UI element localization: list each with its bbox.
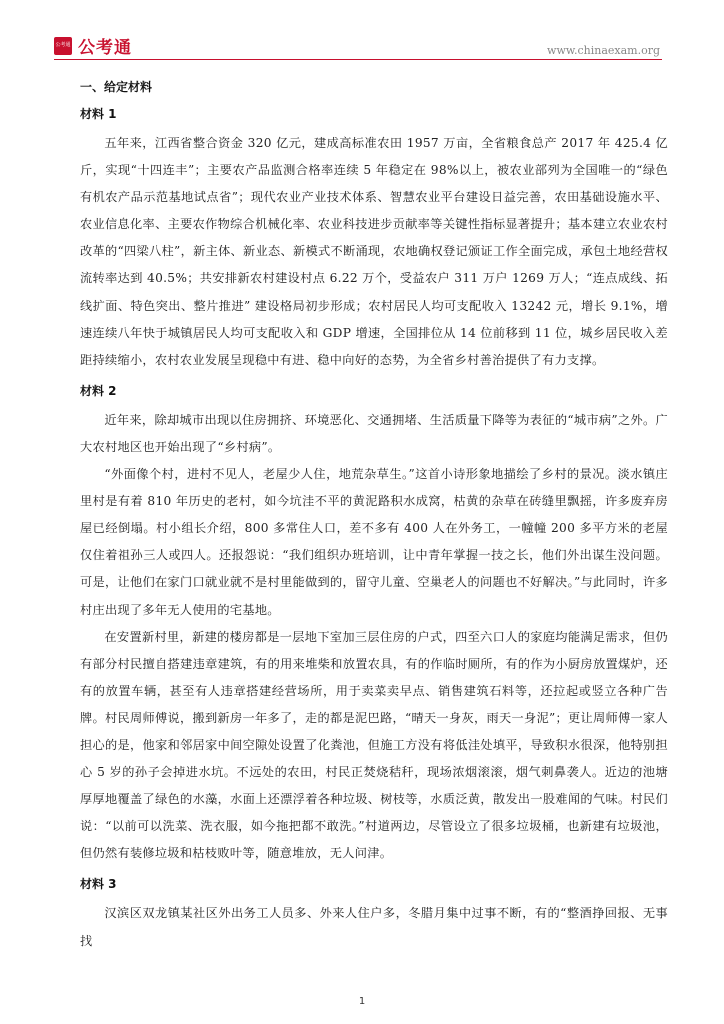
section-title: 一、给定材料 xyxy=(80,80,153,94)
header-divider xyxy=(54,59,662,60)
document-body xyxy=(80,76,668,955)
logo-mark-icon: 公考通 xyxy=(54,37,72,55)
material-1-paragraph-1: 五年来，江西省整合资金 320 亿元，建成高标准农田 1957 万亩，全省粮食总产 2017 年 425.4 亿斤，实现“十四连丰”；主要农产品监测合格率连续 5 年稳定在 98%以上，被农业部列为全国唯一的“绿色有机农产品示范基地试点省”；现代农业产业技术体系、智慧农业平台建设日益完善，农田基础设施水平、农业信息化率、主要农作物综合机械化率、农业科技进步贡献率等关键性指标显著提升；基本建立农业农村改革的“四梁八柱”，新主体、新业态、新模式不断涌现，农地确权登记颁证工作全面完成，承包土地经营权流转率达到 40.5%；共安排新农村建设村点 6.22 万个，受益农户 311 万户 1269 万人；“连点成线、拓线扩面、特色突出、整片推进” 建设格局初步形成；农村居民人均可支配收入 13242 元，增长 9.1%，增速连续八年快于城镇居民人均可支配收入和 GDP 增速，全国排位从 14 位前移到 11 位，城乡居民收入差距持续缩小，农村农业发展呈现稳中有进、稳中向好的态势，为全省乡村善治提供了有力支撑。 xyxy=(80,136,668,367)
material-2-title: 材料 2 xyxy=(80,383,117,398)
site-url[interactable]: www.chinaexam.org xyxy=(547,44,660,57)
material-1-title: 材料 1 xyxy=(80,107,117,121)
page-number: 1 xyxy=(358,996,366,1007)
page-header xyxy=(0,0,724,62)
material-3-paragraph-1: 汉滨区双龙镇某社区外出务工人员多、外来人住户多，冬腊月集中过事不断，有的“整酒挣回报、无事找 xyxy=(80,906,668,948)
logo-text: 公考通 xyxy=(78,38,132,58)
material-2-paragraph-1: 近年来，除却城市出现以住房拥挤、环境恶化、交通拥堵、生活质量下降等为表征的“城市病”之外。广大农村地区也开始出现了“乡村病”。 xyxy=(80,412,668,454)
material-3-title: 材料 3 xyxy=(80,877,117,892)
brand-logo[interactable] xyxy=(54,33,132,58)
material-2-paragraph-2: “外面像个村，进村不见人，老屋少人住，地荒杂草生。”这首小诗形象地描绘了乡村的景况。淡水镇庄里村是有着 810 年历史的老村，如今坑洼不平的黄泥路积水成窝，枯黄的杂草在砖缝里飘摇，许多废弃房屋已经倒塌。村小组长介绍，800 多常住人口，差不多有 400 人在外务工，一幢幢 200 多平方米的老屋仅住着祖孙三人或四人。还报怨说：“我们组织办班培训，让中青年掌握一技之长，他们外出谋生没问题。可是，让他们在家门口就业就不是村里能做到的，留守儿童、空巢老人的问题也不好解决。”与此同时，许多村庄出现了多年无人使用的宅基地。 xyxy=(80,467,668,617)
material-2-paragraph-3: 在安置新村里，新建的楼房都是一层地下室加三层住房的户式，四至六口人的家庭均能满足需求，但仍有部分村民擅自搭建违章建筑，有的用来堆柴和放置农具，有的作临时厕所，有的作为小厨房放置煤炉，还有的放置车辆，甚至有人违章搭建经营场所，用于卖菜卖早点、销售建筑石料等，还拉起或竖立各种广告牌。村民周师傅说，搬到新房一年多了，走的都是泥巴路，“晴天一身灰，雨天一身泥”；更让周师傅一家人担心的是，他家和邻居家中间空隙处设置了化粪池，但施工方没有将低洼处填平，导致积水很深，他特别担心 5 岁的孙子会掉进水坑。不远处的农田，村民正焚烧秸秆，现场浓烟滚滚，烟气刺鼻袭人。近边的池塘厚厚地覆盖了绿色的水藻，水面上还漂浮着各种垃圾、树枝等，水质泛黄，散发出一股难闻的气味。村民们说：“以前可以洗菜、洗衣服，如今拖把都不敢洗。”村道两边，尽管设立了很多垃圾桶，也新建有垃圾池，但仍然有装修垃圾和枯枝败叶等，随意堆放，无人问津。 xyxy=(80,629,668,861)
